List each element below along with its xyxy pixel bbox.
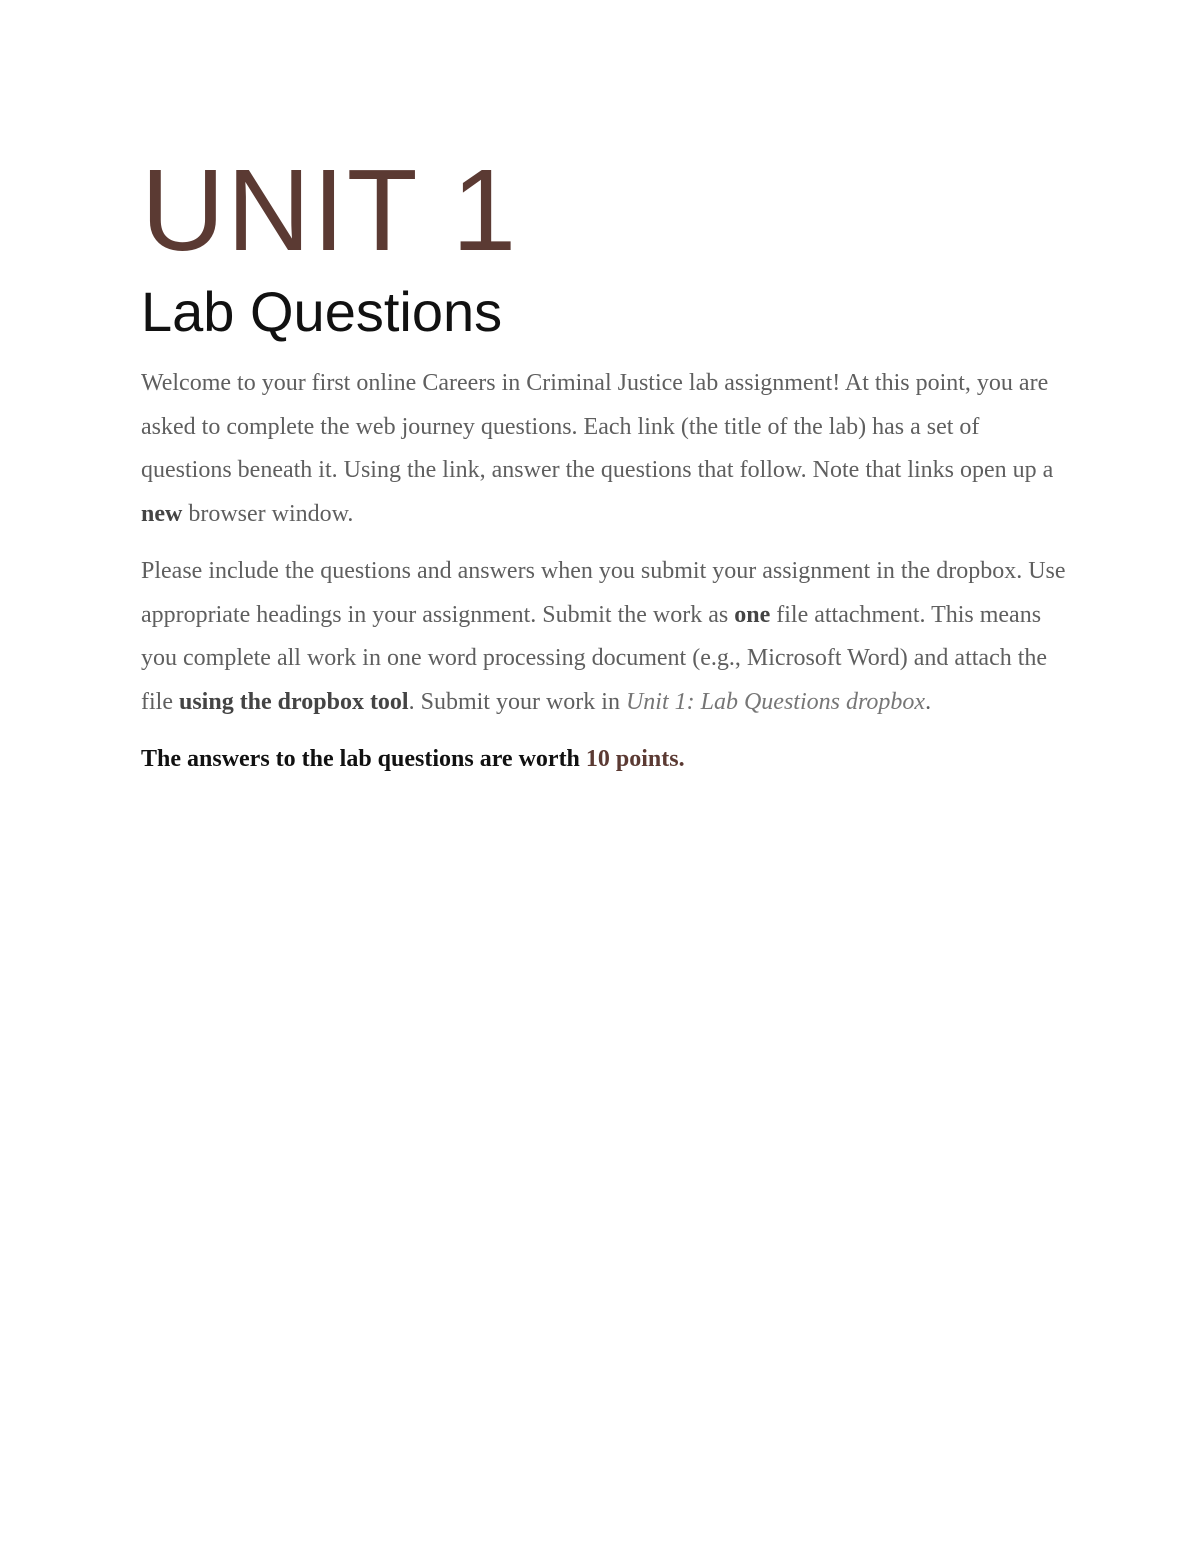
instr-text-c: . Submit your work in	[408, 688, 626, 715]
instr-text-d: .	[925, 688, 932, 715]
instr-text-a: Please include the questions and answers when you submit your assignment in the dropbox. Use appropriate headings in your assignment. Submit the work as	[141, 558, 1066, 628]
instr-bold-dropbox-tool: using the dropbox tool	[178, 688, 409, 715]
document-page	[141, 145, 1071, 782]
dropbox-name: Unit 1: Lab Questions dropbox	[625, 688, 926, 715]
instructions-paragraph	[141, 550, 1071, 724]
intro-bold-new: new	[141, 500, 183, 527]
points-text: The answers to the lab questions are worth	[141, 746, 586, 772]
unit-heading: UNIT 1	[141, 145, 519, 275]
intro-paragraph	[141, 362, 1071, 536]
instr-bold-one: one	[734, 601, 771, 628]
intro-text-b: browser window.	[182, 500, 354, 527]
points-value: 10 points.	[585, 746, 685, 772]
intro-text-a: Welcome to your first online Careers in Criminal Justice lab assignment! At this point, you are asked to complete the web journey questions. Each link (the title of the lab) has a set of questions beneath it. Using the link, answer the questions that follow. Note that links open up a	[141, 370, 1054, 483]
lab-questions-title: Lab Questions	[141, 280, 503, 343]
instr-text-b: file attachment. This means you complete all work in one word processing document (e.g., Microsoft Word) and attach the file	[141, 601, 1048, 715]
points-statement	[141, 738, 1071, 782]
